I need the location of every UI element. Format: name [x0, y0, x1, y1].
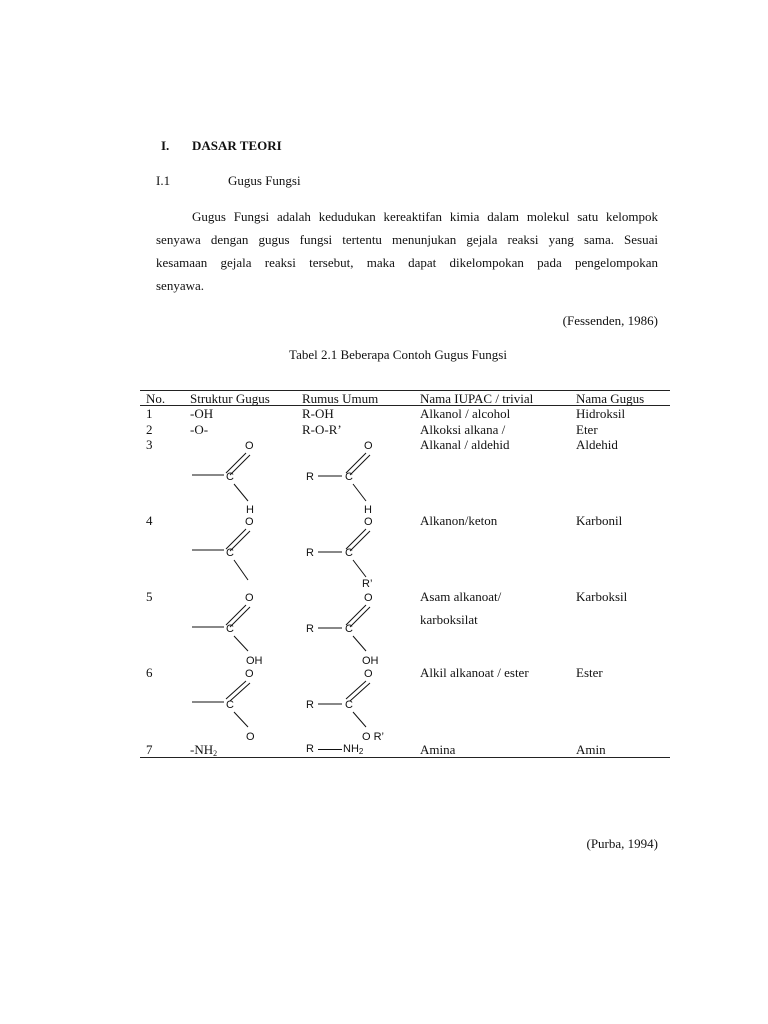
ester-group-structure: [190, 665, 270, 745]
bond: [234, 560, 248, 580]
cell-gugus: Amin: [576, 742, 606, 757]
atom-o-r-prime: O R’: [362, 731, 384, 743]
bond: [353, 560, 366, 577]
atom-c: C: [226, 471, 234, 483]
atom-r-prime: R’: [362, 578, 373, 590]
bond: [234, 636, 248, 651]
intro-paragraph: [156, 205, 658, 297]
atom-r: R: [306, 743, 314, 755]
ketone-group-structure: [190, 513, 270, 588]
atom-c: C: [226, 623, 234, 635]
cell-no: 2: [146, 422, 153, 437]
cell-iupac-continued: karboksilat: [420, 612, 478, 627]
atom-c: C: [226, 547, 234, 559]
carboxyl-group-structure: [190, 589, 280, 669]
subsection-number: I.1: [156, 173, 171, 188]
cell-gugus: Ester: [576, 665, 603, 680]
cell-gugus: Aldehid: [576, 437, 618, 452]
atom-o: O: [364, 440, 373, 452]
cell-no: 7: [146, 742, 153, 757]
atom-r: R: [306, 471, 314, 483]
cell-struktur: [190, 742, 217, 758]
atom-c: C: [345, 547, 353, 559]
citation-fessenden: (Fessenden, 1986): [562, 313, 658, 328]
double-bond: [226, 453, 246, 473]
paragraph-line: kesamaan gejala reaksi tersebut, maka dapat dikelompokan pada pengelompokan: [156, 255, 658, 270]
atom-h: H: [246, 504, 254, 516]
paragraph-line: senyawa dengan gugus fungsi tertentu menunjukan gejala reaksi yang sama. Sesuai: [156, 232, 658, 247]
subsection-title: Gugus Fungsi: [228, 173, 301, 188]
subscript: 2: [213, 749, 218, 758]
cell-no: 3: [146, 437, 153, 452]
atom-c: C: [345, 471, 353, 483]
atom-r: R: [306, 623, 314, 635]
bond: [234, 484, 248, 501]
atom-c: C: [345, 699, 353, 711]
header-rumus: Rumus Umum: [302, 391, 379, 406]
ester-general-structure: [302, 665, 397, 745]
aldehyde-group-structure: [190, 437, 270, 517]
double-bond: [346, 605, 366, 625]
ketone-general-structure: [302, 513, 392, 593]
atom-h: H: [364, 504, 372, 516]
cell-rumus: [306, 743, 363, 756]
cell-rumus: R-O-R’: [302, 422, 342, 437]
double-bond: [350, 607, 370, 627]
cell-gugus: Hidroksil: [576, 406, 626, 421]
aldehyde-general-structure: [302, 437, 392, 517]
paragraph-line: Gugus Fungsi adalah kedudukan kereaktifan kimia dalam molekul satu kelompok: [192, 209, 658, 224]
cell-struktur: -OH: [190, 406, 214, 421]
cell-gugus: Karbonil: [576, 513, 623, 528]
cell-iupac: Alkil alkanoat / ester: [420, 665, 529, 680]
table-caption: Tabel 2.1 Beberapa Contoh Gugus Fungsi: [289, 347, 507, 362]
double-bond: [226, 681, 246, 699]
bond: [353, 636, 366, 651]
cell-gugus: Karboksil: [576, 589, 628, 604]
atom-r: R: [306, 547, 314, 559]
paragraph-line: senyawa.: [156, 278, 205, 293]
cell-iupac: Alkanal / aldehid: [420, 437, 510, 452]
atom-c: C: [226, 699, 234, 711]
header-iupac: Nama IUPAC / trivial: [420, 391, 534, 406]
double-bond: [226, 529, 246, 549]
cell-iupac: Amina: [420, 742, 456, 757]
bond: [353, 484, 366, 501]
double-bond: [346, 529, 366, 549]
double-bond: [226, 605, 246, 625]
bond: [234, 712, 248, 727]
atom-oh: OH: [362, 655, 379, 667]
atom-o: O: [245, 592, 254, 604]
atom-o: O: [364, 516, 373, 528]
cell-gugus: Eter: [576, 422, 598, 437]
bond: [318, 749, 342, 750]
atom-o: O: [364, 668, 373, 680]
cell-iupac: Alkanon/keton: [420, 513, 498, 528]
amine-group-text: -NH: [190, 742, 214, 757]
cell-rumus: R-OH: [302, 406, 334, 421]
cell-no: 5: [146, 589, 153, 604]
atom-r: R: [306, 699, 314, 711]
atom-o: O: [245, 440, 254, 452]
citation-purba: (Purba, 1994): [586, 836, 658, 851]
header-no: No.: [146, 391, 166, 406]
header-gugus: Nama Gugus: [576, 391, 645, 406]
bond: [353, 712, 366, 727]
cell-no: 1: [146, 406, 153, 421]
cell-iupac: Alkoksi alkana /: [420, 422, 506, 437]
double-bond: [350, 683, 370, 701]
cell-no: 6: [146, 665, 153, 680]
section-title: DASAR TEORI: [192, 138, 282, 153]
cell-no: 4: [146, 513, 153, 528]
subscript: 2: [358, 747, 364, 756]
double-bond: [350, 455, 370, 475]
cell-iupac: Alkanol / alcohol: [420, 406, 511, 421]
double-bond: [346, 453, 366, 473]
section-number: I.: [161, 138, 170, 153]
double-bond: [350, 531, 370, 551]
cell-struktur: -O-: [190, 422, 209, 437]
atom-nh: NH: [343, 743, 359, 755]
atom-o: O: [246, 731, 255, 743]
atom-o: O: [245, 516, 254, 528]
atom-o: O: [364, 592, 373, 604]
cell-iupac: Asam alkanoat/: [420, 589, 502, 604]
atom-c: C: [345, 623, 353, 635]
carboxylic-acid-general-structure: [302, 589, 392, 669]
atom-oh: OH: [246, 655, 263, 667]
atom-o: O: [245, 668, 254, 680]
double-bond: [346, 681, 366, 699]
header-struktur: Struktur Gugus: [190, 391, 270, 406]
